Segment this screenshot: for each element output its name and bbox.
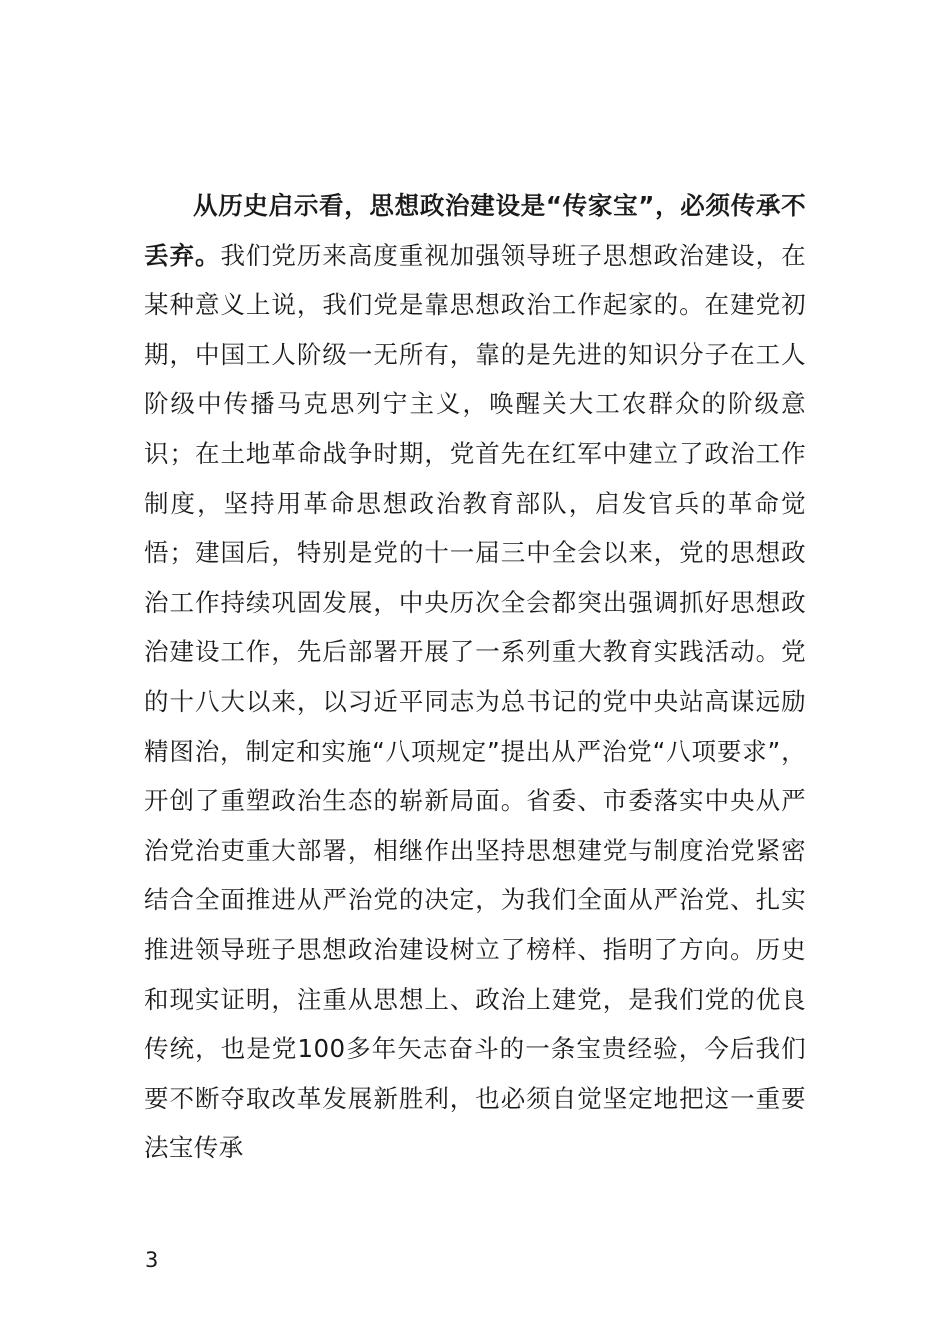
- body-paragraph: [144, 181, 806, 1173]
- paragraph-lead-heading: 从历史启示看，思想政治建设是“传家宝”，必须传承不丢弃。: [144, 191, 806, 270]
- paragraph-body-text: 我们党历来高度重视加强领导班子思想政治建设，在某种意义上说，我们党是靠思想政治工作起家的。在建党初期，中国工人阶级一无所有，靠的是先进的知识分子在工人阶级中传播马克思列宁主义，唤醒关大工农群众的阶级意识；在土地革命战争时期，党首先在红军中建立了政治工作制度，坚持用革命思想政治教育部队，启发官兵的革命觉悟；建国后，特别是党的十一届三中全会以来，党的思想政治工作持续巩固发展，中央历次全会都突出强调抓好思想政治建设工作，先后部署开展了一系列重大教育实践活动。党的十八大以来，以习近平同志为总书记的党中央站高谋远励精图治，制定和实施“八项规定”提出从严治党“八项要求”，开创了重塑政治生态的崭新局面。省委、市委落实中央从严治党治吏重大部署，相继作出坚持思想建党与制度治党紧密结合全面推进从严治党的决定，为我们全面从严治党、扎实推进领导班子思想政治建设树立了榜样、指明了方向。历史和现实证明，注重从思想上、政治上建党，是我们党的优良传统，也是党100多年矢志奋斗的一条宝贵经验，今后我们要不断夺取改革发展新胜利，也必须自觉坚定地把这一重要法宝传承: [144, 240, 806, 1163]
- page-number: 3: [145, 1248, 159, 1272]
